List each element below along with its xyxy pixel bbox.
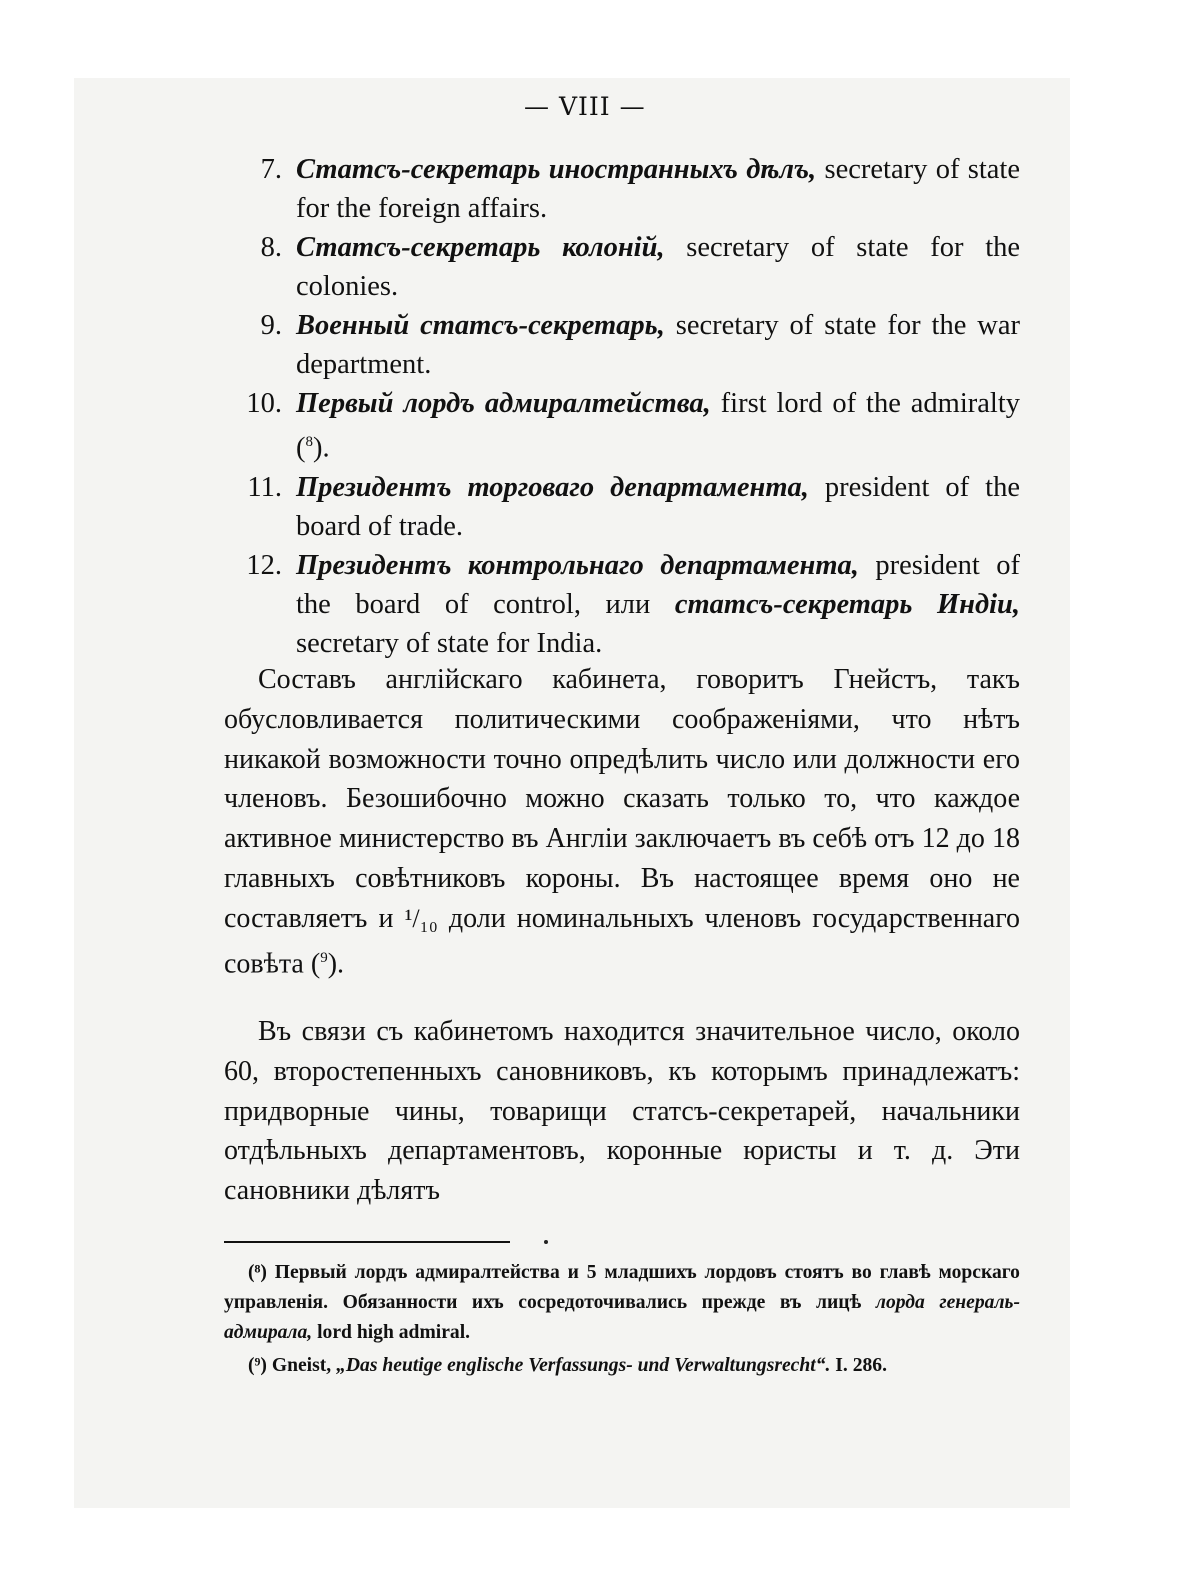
- item-number: 12.: [246, 549, 282, 581]
- russian-title: Военный статсъ-секретарь,: [296, 310, 665, 341]
- item-number: 7.: [260, 154, 282, 185]
- item-number: 11.: [247, 471, 282, 503]
- footnote-marker: (⁹): [248, 1355, 267, 1376]
- english-title: secretary of state for the colonies.: [296, 232, 1021, 302]
- footnote-page-ref: I. 286.: [835, 1355, 887, 1376]
- english-title: president of the board of control,: [296, 549, 1020, 620]
- english-title: secretary of state for the war department.: [296, 310, 1021, 380]
- russian-title: Статсъ-секретарь колоній,: [296, 232, 665, 263]
- paragraph-text: доли номинальныхъ членовъ государственнаго совѣта (: [224, 902, 1021, 979]
- fraction: ¹/₁₀: [404, 903, 438, 933]
- list-item: [224, 468, 1020, 546]
- footnotes: [224, 1258, 1020, 1384]
- russian-title: Президентъ торговаго департамента,: [296, 471, 809, 503]
- closing-punctuation: ).: [313, 432, 330, 464]
- book-page: [224, 84, 1020, 1514]
- english-title: secretary of state for the foreign affairs.: [296, 154, 1020, 224]
- footnote-book-title: „Das heutige englische Verfassungs- und Verwaltungsrecht“.: [336, 1355, 831, 1376]
- paragraph-secondary-officials: Въ связи съ кабинетомъ находится значительное число, около 60, второстепенныхъ сановниковъ, къ которымъ принадлежатъ: придворные чины, товарищи статсъ-секретарей, начальники отдѣльныхъ департаментовъ, коронные юристы и т. д. Эти сановники дѣлятъ: [224, 1016, 1020, 1207]
- english-title: first lord of the admiralty (: [296, 388, 1020, 464]
- ink-speck: [544, 1240, 548, 1244]
- list-item: [224, 150, 1020, 228]
- english-title: president of the board of trade.: [296, 471, 1020, 542]
- footnote-reference: 9: [320, 949, 328, 966]
- item-number: 8.: [260, 232, 282, 263]
- list-item: [224, 546, 1020, 663]
- russian-title: Статсъ-секретарь иностранныхъ дѣлъ,: [296, 154, 817, 185]
- paragraph-cabinet-composition: [224, 660, 1020, 984]
- conjunction: или: [605, 588, 651, 620]
- page-number: — VIII —: [524, 92, 646, 121]
- russian-title: Президентъ контрольнаго департамента,: [296, 549, 859, 581]
- russian-title-alt: статсъ-секретарь Индіи,: [674, 588, 1021, 620]
- footnote-russian-term: лорда генераль-адмирала,: [224, 1292, 1020, 1343]
- item-number: 10.: [246, 388, 282, 419]
- footnote-8: [224, 1258, 1020, 1348]
- footnote-marker: (⁸): [248, 1262, 267, 1283]
- footnote-reference: 8: [305, 434, 313, 450]
- russian-title: Первый лордъ адмиралтейства,: [296, 388, 711, 419]
- list-item: [224, 228, 1020, 306]
- item-number: 9.: [260, 310, 282, 341]
- footnote-author: Gneist,: [271, 1355, 332, 1376]
- footnote-9: [224, 1351, 1020, 1381]
- footnote-text: Первый лордъ адмиралтейства и 5 младшихъ лордовъ стоятъ во главѣ морскаго управленія. Обязанности ихъ сосредоточивались прежде въ лицѣ: [224, 1262, 1020, 1313]
- closing-punctuation: ).: [327, 947, 345, 979]
- paragraph-text: Составъ англійскаго кабинета, говоритъ Гнейстъ, такъ обусловливается политическими соображеніями, что нѣтъ никакой возможности точно опредѣлить число или должности его членовъ. Безошибочно можно сказать только то, что каждое активное министерство въ Англіи заключаетъ въ себѣ отъ 12 до 18 главныхъ совѣтниковъ короны. Въ настоящее время оно не составляетъ и: [224, 664, 1020, 934]
- english-title-alt: secretary of state for India.: [296, 627, 603, 659]
- ministers-list: [224, 150, 1020, 663]
- list-item: [224, 384, 1020, 468]
- list-item: [224, 306, 1020, 384]
- footnote-english-term: lord high admiral.: [317, 1322, 471, 1343]
- footnote-divider: [224, 1241, 510, 1243]
